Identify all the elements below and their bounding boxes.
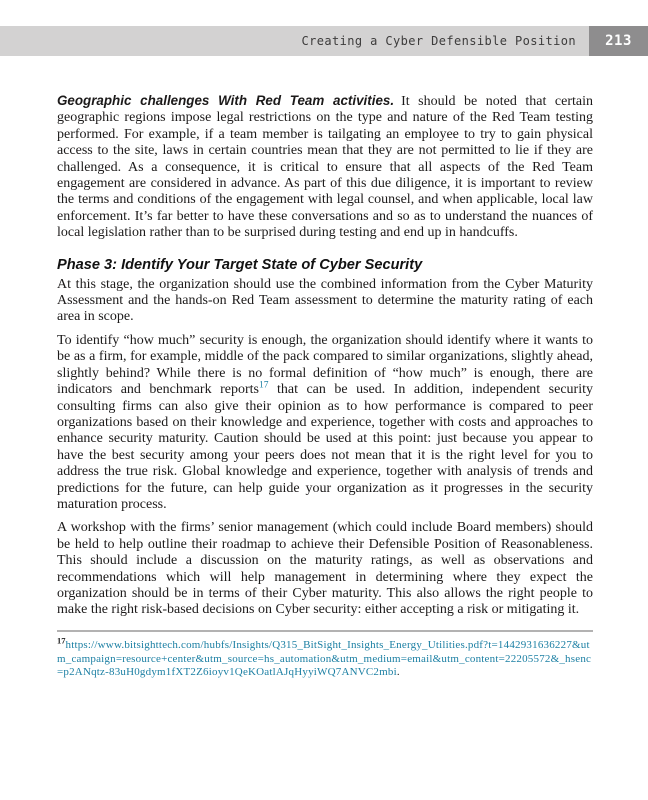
section-heading-phase-3: Phase 3: Identify Your Target State of Cyber Security bbox=[57, 256, 423, 273]
page-number: 213 bbox=[605, 33, 632, 49]
paragraph-lead-in: Geographic challenges With Red Team activities. bbox=[57, 93, 395, 108]
paragraph-text: To identify “how much” security is enough, the organization should identify where it wants to be as a firm, for example, middle of the pack compared to similar organizations, slightly ahead, slightly behind? While there is no formal definition of “how much” is enough, there are indicators and benchmark reports bbox=[57, 332, 593, 398]
paragraph-text: that can be used. In addition, independent security consulting firms can also give their opinion as to how performance is compared to peer organizations based on their knowledge and experience, together with costs and approaches to enhance security maturity. Caution should be used at this point: just because you appear to have the best security among your peers does not mean that it is the right level for you to address the true risk. Global knowledge and experience, together with analysis of trends and predictions for the future, can help guide your organization as it progresses in the security maturation process. bbox=[57, 382, 593, 512]
footnote-block bbox=[57, 630, 593, 680]
footnote-period: . bbox=[396, 666, 400, 679]
footnote-url-link[interactable]: https://www.bitsighttech.com/hubfs/Insights/Q315_BitSight_Insights_Energy_Utilities.pdf?t=1442931636227&utm_campaign=resource+center&utm_source=hs_automation&utm_medium=email&utm_content=22205572&_hsenc=p2ANqtz-83uH0gdym1fXT2Z6ioyv1QeKOatlAJqHyyiWQ7ANVC2mbi bbox=[57, 638, 592, 679]
paragraph-geographic-challenges bbox=[57, 93, 593, 242]
page-body bbox=[57, 93, 593, 680]
paragraph-combined-information: At this stage, the organization should use the combined information from the Cyber Maturity Assessment and the hands-on Red Team assessment to determine the maturity rating of each area in scope. bbox=[57, 276, 593, 325]
running-head-title: Creating a Cyber Defensible Position bbox=[301, 34, 576, 48]
page-number-box bbox=[589, 26, 648, 56]
paragraph-text: It should be noted that certain geographic regions impose legal restrictions on the type and nature of the Red Team testing performed. For example, if a team member is tailgating an employee to try to gain physical access to the site, laws in certain countries mean that they are not permitted to lie if they are challenged. As a consequence, it is critical to ensure that all aspects of the Red Team engagement are considered in advance. As part of this due diligence, it is important to review the terms and conditions of the engagement with legal counsel, and when applicable, local law enforcement. It’s far better to have these conversations and so as to understand the nuances of local legislation rather than to be surprised during testing and end up in handcuffs. bbox=[57, 94, 593, 241]
page-header-bar bbox=[0, 26, 648, 56]
footnote-marker-17: 17 bbox=[57, 635, 66, 646]
footnote-reference-17[interactable]: 17 bbox=[258, 380, 269, 391]
paragraph-workshop: A workshop with the firms’ senior management (which could include Board members) should be held to help outline their roadmap to achieve their Defensible Position of Reasonableness. This should include a discussion on the maturity ratings, as well as observations and recommendations which will help management in determining where they expect the organization should be in terms of their Cyber maturity. This also allows the right people to make the right risk-based decisions on Cyber security: either accepting a risk or mitigating it. bbox=[57, 520, 593, 618]
paragraph-how-much-security bbox=[57, 333, 593, 513]
